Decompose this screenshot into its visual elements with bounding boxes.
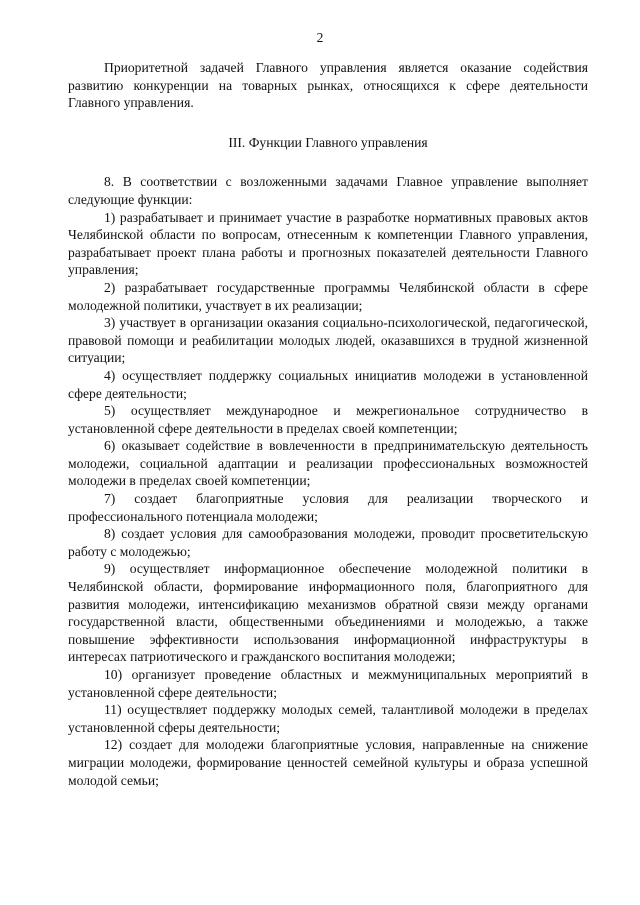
function-item: 9) осуществляет информационное обеспечение молодежной политики в Челябинской области, формирование информационного поля, благоприятного для развития молодежи, интенсификацию механизмов обратной связи между органами государственной власти, общественными объединениями и молодежью, а также повышение эффективности использования информационной инфраструктуры в интересах патриотического и гражданского воспитания молодежи; — [68, 561, 588, 665]
function-item: 4) осуществляет поддержку социальных инициатив молодежи в установленной сфере деятельности; — [68, 367, 588, 401]
document-body — [68, 59, 588, 789]
function-item: 12) создает для молодежи благоприятные условия, направленные на снижение миграции молодежи, формирование ценностей семейной культуры и образа успешной молодой семьи; — [68, 737, 588, 788]
function-item: 11) осуществляет поддержку молодых семей, талантливой молодежи в пределах установленной сферы деятельности; — [68, 702, 588, 735]
function-item: 3) участвует в организации оказания социально-психологической, педагогической, правовой помощи и реабилитации молодых людей, оказавшихся в трудной жизненной ситуации; — [68, 315, 588, 366]
function-item: 7) создает благоприятные условия для реализации творческого и профессионального потенциала молодежи; — [68, 491, 588, 524]
page-number: 2 — [316, 30, 324, 45]
section-heading: III. Функции Главного управления — [228, 134, 428, 150]
function-item: 10) организует проведение областных и межмуниципальных мероприятий в установленной сфере деятельности; — [68, 667, 588, 700]
function-item: 1) разрабатывает и принимает участие в разработке нормативных правовых актов Челябинской области по вопросам, отнесенным к компетенции Главного управления, разрабатывает проект плана работы и прогнозных показателей деятельности Главного управления; — [68, 209, 588, 278]
intro-paragraph: Приоритетной задачей Главного управления является оказание содействия развитию конкуренции на товарных рынках, относящихся к сфере деятельности Главного управления. — [68, 60, 588, 111]
function-item: 2) разрабатывает государственные программы Челябинской области в сфере молодежной политики, участвует в их реализации; — [68, 279, 588, 313]
item-8-paragraph: 8. В соответствии с возложенными задачами Главное управление выполняет следующие функции: — [68, 174, 588, 207]
function-item: 8) создает условия для самообразования молодежи, проводит просветительскую работу с молодежью; — [68, 526, 588, 559]
function-item: 5) осуществляет международное и межрегиональное сотрудничество в установленной сфере деятельности в пределах своей компетенции; — [68, 403, 588, 436]
function-item: 6) оказывает содействие в вовлеченности в предпринимательскую деятельность молодежи, социальной адаптации и реализации профессиональных возможностей молодежи в пределах своей компетенции; — [68, 438, 588, 489]
